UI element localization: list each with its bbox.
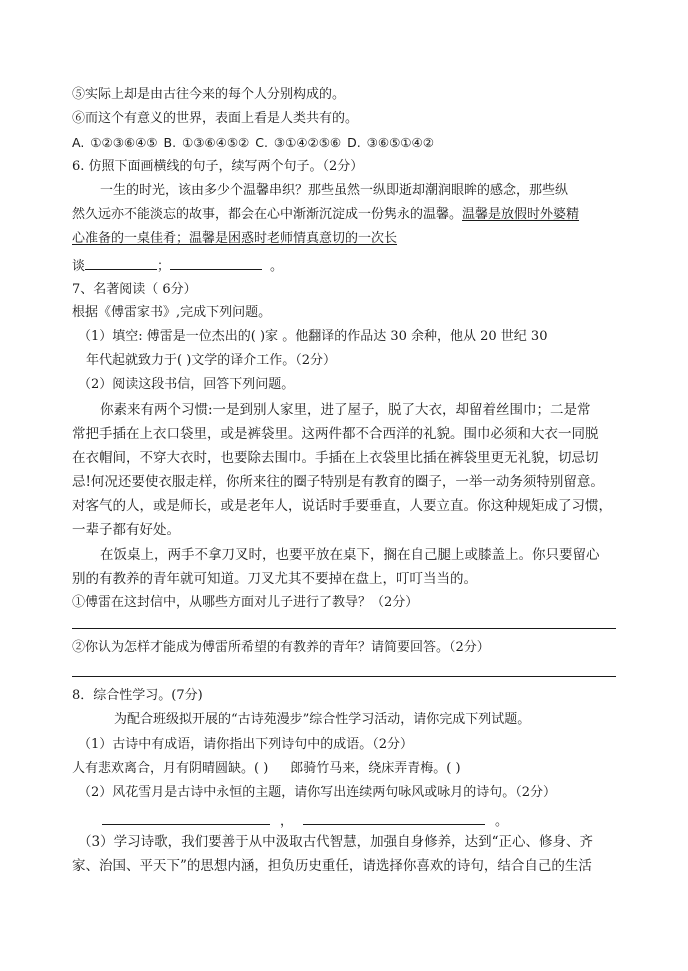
idiom-poem-1: 人有悲欢离合，月有阴晴圆缺。( ) [72,761,269,776]
question-8-sub-2: （2）风花雪月是古诗中永恒的主题，请你写出连续两句咏风或咏月的诗句。（2分） [78,785,557,800]
answer-prefix: 谈 [72,259,86,274]
question-8-intro: 为配合班级拟开展的“古诗苑漫步”综合性学习活动，请你完成下列试题。 [114,712,531,727]
question-7-fill-blank-line-2: 年代起就致力于( )文学的译介工作。（2分） [86,353,337,368]
answer-blank-2[interactable] [170,257,262,270]
letter-paragraph-line-2: 常把手插在上衣口袋里，或是裤袋里。这两件都不合西洋的礼貌。围巾必须和大衣一同脱 [72,426,599,442]
question-6-title: 6. 仿照下面画横线的句子，续写两个句子。（2分） [72,159,364,174]
poem-blank-2[interactable] [303,812,485,825]
question-8-sub-3-line-2: 家、治国、平天下”的思想内涵，担负历史重任，请选择你喜欢的诗句，结合自己的生活 [72,858,592,874]
letter-paragraph-line-1: 你素来有两个习惯:一是到别人家里，进了屋子，脱了大衣，却留着丝围巾；二是常 [100,402,591,418]
question-6-answer-line [72,257,283,275]
question-8-sub-3-line-1: （3）学习诗歌，我们要善于从中汲取古代智慧，加强自身修养，达到“正心、修身、齐 [78,834,593,850]
idiom-poem-2: 郎骑竹马来，绕床弄青梅。( ) [290,761,461,776]
poem-period: 。 [495,814,509,829]
question-7-intro: 根据《傅雷家书》,完成下列问题。 [72,305,272,320]
option-line-6: ⑥而这个有意义的世界，表面上看是人类共有的。 [72,111,359,126]
question-7-fill-blank-line-1: （1）填空: 傅雷是一位杰出的( )家 。他翻译的作品达 30 余种，他从 20 世纪 30 [78,329,548,344]
question-6-text-line-2 [72,207,579,223]
answer-blank-1[interactable] [85,257,157,270]
question-6-plain-text: 然久远亦不能淡忘的故事，都会在心中渐渐沉淀成一份隽永的温馨。 [72,207,463,222]
question-8-idiom-line [72,761,461,777]
letter-paragraph-2-line-1: 在饭桌上，两手不拿刀叉时，也要平放在桌下，搁在自己腿上或膝盖上。你只要留心 [100,547,600,563]
letter-paragraph-line-5: 对客气的人，或是师长，或是老年人，说话时手要垂直，人要立直。你这种规矩成了习惯， [72,498,612,514]
answer-line-q2[interactable] [72,676,616,677]
question-8-title: 8．综合性学习。(7分) [72,688,203,703]
answer-line-q1[interactable] [72,628,616,629]
answer-end-mark: 。 [270,259,284,274]
question-7-q2: ②你认为怎样才能成为傅雷所希望的有教养的青年？请简要回答。（2分） [72,640,490,655]
option-line-5: ⑤实际上却是由古往今来的每个人分别构成的。 [72,87,346,102]
letter-paragraph-line-4: 忌!何况还要使衣服走样，你所来往的圈子特别是有教育的圈子，一举一动务须特别留意。 [72,474,604,490]
question-8-sub-1: （1）古诗中有成语，请你指出下列诗句中的成语。（2分） [78,737,414,752]
letter-paragraph-line-3: 在衣帽间，不穿大衣时，也要除去围巾。手插在上衣袋里比插在裤袋里更无礼貌，切忌切 [72,450,599,466]
question-7-q1: ①傅雷在这封信中，从哪些方面对儿子进行了教导？（2分） [72,595,419,610]
poem-comma: ， [280,814,294,829]
question-7-sub-2: （2）阅读这段书信，回答下列问题。 [78,377,295,392]
question-8-poem-answer-line [102,812,508,830]
letter-paragraph-line-6: 一辈子都有好处。 [72,522,180,538]
poem-blank-1[interactable] [102,812,270,825]
question-7-title: 7、名著阅读（ 6分） [72,282,197,297]
answer-choices: A. ①②③⑥④⑤ B. ①③⑥④⑤② C. ③①④②⑤⑥ D. ③⑥⑤①④② [72,135,434,150]
question-6-underlined-text: 温馨是放假时外婆精 [462,207,580,222]
letter-paragraph-2-line-2: 别的有教养的青年就可知道。刀叉尤其不要掉在盘上，叮叮当当的。 [72,571,477,587]
answer-separator: ； [157,259,171,274]
question-6-underlined-line: 心准备的一桌佳肴；温馨是困惑时老师情真意切的一次长 [72,231,398,246]
question-6-text-line-1: 一生的时光，该由多少个温馨串织？那些虽然一纵即逝却潮润眼眸的感念，那些纵 [100,183,569,198]
